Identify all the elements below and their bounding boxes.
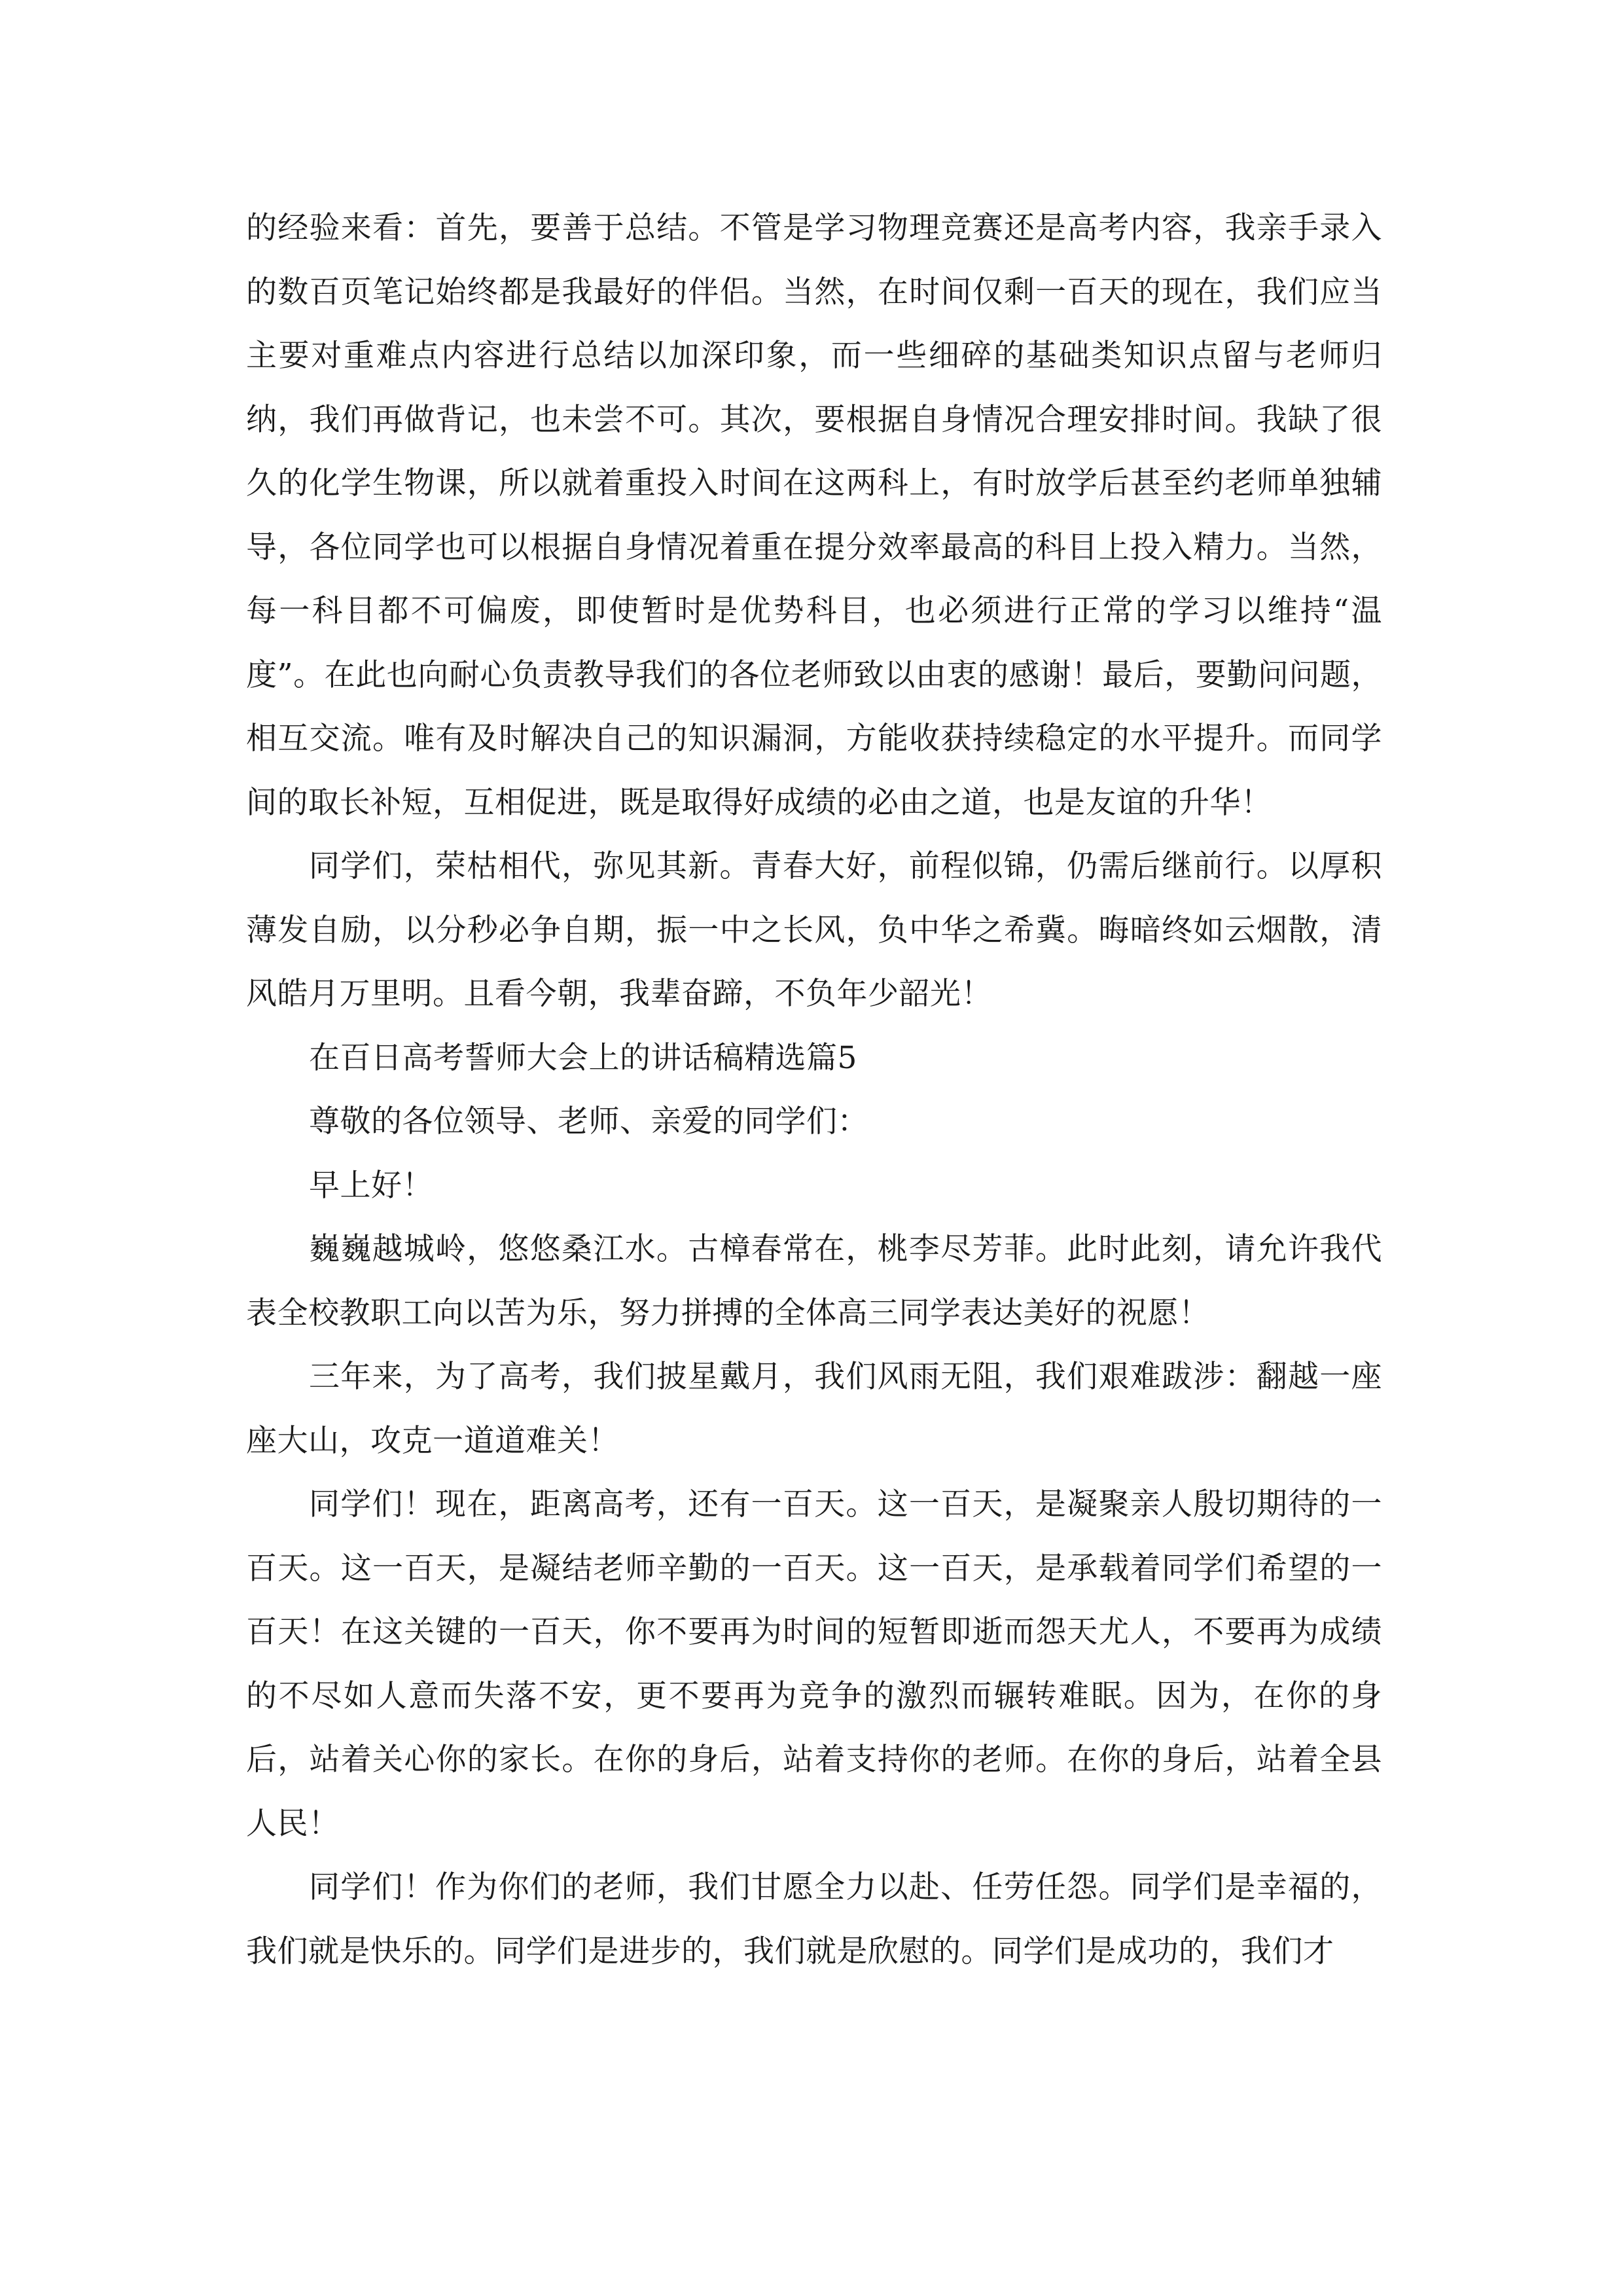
salutation: 尊敬的各位领导、老师、亲爱的同学们： [309, 1103, 868, 1139]
document-body [246, 196, 1382, 1983]
paragraph-encouragement: 同学们，荣枯相代，弥见其新。青春大好，前程似锦，仍需后继前行。以厚积薄发自励，以分秒必争自期，振一中之长风，负中华之希冀。晦暗终如云烟散，清风皓月万里明。且看今朝，我辈奋蹄，不负年少韶光！ [246, 848, 1382, 1012]
paragraph-three-years: 三年来，为了高考，我们披星戴月，我们风雨无阻，我们艰难跋涉：翻越一座座大山，攻克一道道难关！ [246, 1359, 1382, 1459]
paragraph-hundred-days: 同学们！现在，距离高考，还有一百天。这一百天，是凝聚亲人殷切期待的一百天。这一百天，是凝结老师辛勤的一百天。这一百天，是承载着同学们希望的一百天！在这关键的一百天，你不要再为时间的短暂即逝而怨天尤人，不要再为成绩的不尽如人意而失落不安，更不要再为竞争的激烈而辗转难眠。因为，在你的身后，站着关心你的家长。在你的身后，站着支持你的老师。在你的身后，站着全县人民！ [246, 1486, 1382, 1842]
paragraph-study-methods: 的经验来看：首先，要善于总结。不管是学习物理竞赛还是高考内容，我亲手录入的数百页笔记始终都是我最好的伴侣。当然，在时间仅剩一百天的现在，我们应当主要对重难点内容进行总结以加深印象，而一些细碎的基础类知识点留与老师归纳，我们再做背记，也未尝不可。其次，要根据自身情况合理安排时间。我缺了很久的化学生物课，所以就着重投入时间在这两科上，有时放学后甚至约老师单独辅导，各位同学也可以根据自身情况着重在提分效率最高的科目上投入精力。当然，每一科目都不可偏废，即使暂时是优势科目，也必须进行正常的学习以维持“温度”。在此也向耐心负责教导我们的各位老师致以由衷的感谢！最后，要勤问问题，相互交流。唯有及时解决自己的知识漏洞，方能收获持续稳定的水平提升。而同学间的取长补短，互相促进，既是取得好成绩的必由之道，也是友谊的升华！ [246, 210, 1382, 821]
paragraph-opening: 巍巍越城岭，悠悠桑江水。古樟春常在，桃李尽芳菲。此时此刻，请允许我代表全校教职工向以苦为乐，努力拼搏的全体高三同学表达美好的祝愿！ [246, 1231, 1382, 1331]
section-heading: 在百日高考誓师大会上的讲话稿精选篇5 [309, 1039, 857, 1076]
paragraph-teachers: 同学们！作为你们的老师，我们甘愿全力以赴、任劳任怨。同学们是幸福的，我们就是快乐的。同学们是进步的，我们就是欣慰的。同学们是成功的，我们才 [246, 1869, 1382, 1969]
greeting: 早上好！ [309, 1167, 433, 1204]
